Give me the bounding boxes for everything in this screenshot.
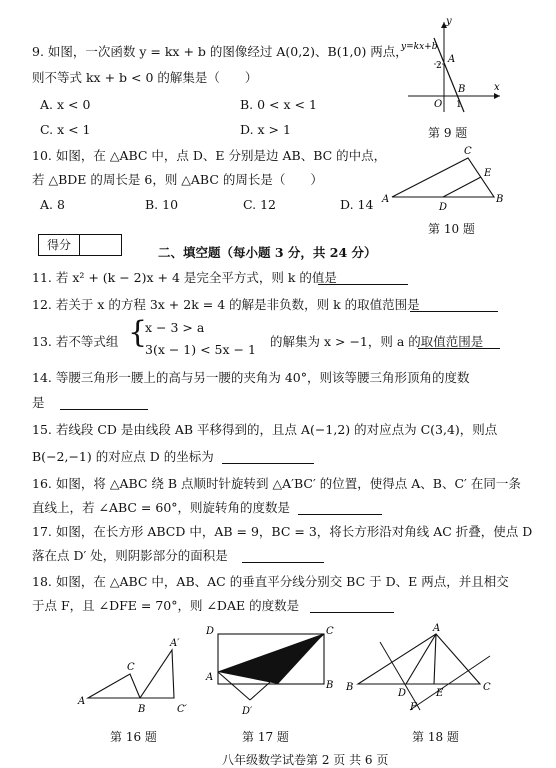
q9-figure <box>398 16 508 116</box>
q12-text: 12. 若关于 x 的方程 3x + 2k = 4 的解是非负数，则 k 的取值范围是 <box>32 297 420 312</box>
x-axis-arrow <box>494 93 500 99</box>
q14-answer-blank[interactable] <box>60 397 148 410</box>
fig17-caption: 第 17 题 <box>242 730 289 744</box>
q10-option-b[interactable]: B. 10 <box>145 197 179 212</box>
shaded-region <box>218 634 324 684</box>
segment-ae <box>434 634 436 684</box>
point-a-label: A <box>206 672 214 683</box>
point-c-label: C <box>127 662 135 673</box>
point-a2-label: A′ <box>170 638 180 649</box>
bisector-ac <box>410 656 490 710</box>
point-a-label: A <box>382 194 390 205</box>
q9-option-b[interactable]: B. 0 < x < 1 <box>240 97 317 112</box>
q12-answer-blank[interactable] <box>410 299 498 312</box>
q18-line1: 18. 如图，在 △ABC 中，AB、AC 的垂直平分线分别交 BC 于 D、E 两点，并且相交 <box>32 574 509 589</box>
q13-inequality-1: x − 3 > a <box>145 320 205 335</box>
q16-line2: 直线上，若 ∠ABC = 60°，则旋转角的度数是 <box>32 500 291 515</box>
q17-answer-blank[interactable] <box>242 550 324 563</box>
q17-line2: 落在点 D′ 处，则阴影部分的面积是 <box>32 548 228 563</box>
x-label: x <box>494 82 500 93</box>
q11-answer-blank[interactable] <box>318 272 408 285</box>
point-c-label: C <box>326 626 334 637</box>
q11-text: 11. 若 x² + (k − 2)x + 4 是完全平方式，则 k 的值是 <box>32 270 337 285</box>
q14-line2: 是 <box>32 395 45 410</box>
score-box <box>38 234 122 256</box>
fig18-figure <box>340 622 500 722</box>
tick-one-label: 1 <box>456 100 462 110</box>
section-title: 二、填空题（每小题 3 分，共 24 分） <box>158 245 377 260</box>
q9-line2: 则不等式 kx + b < 0 的解集是（ ） <box>32 70 258 85</box>
point-f-label: F <box>410 702 417 713</box>
q15-answer-blank[interactable] <box>222 451 314 464</box>
q16-line1: 16. 如图，将 △ABC 绕 B 点顺时针旋转到 △A′BC′ 的位置，使得点 A、B、C′ 在同一条 <box>32 476 521 491</box>
tick-two-label: 2 <box>436 61 442 71</box>
point-b-label: B <box>458 84 466 95</box>
q10-option-d[interactable]: D. 14 <box>340 197 374 212</box>
q9-caption: 第 9 题 <box>428 126 468 140</box>
q18-line2: 于点 F，且 ∠DFE = 70°，则 ∠DAE 的度数是 <box>32 598 300 613</box>
q10-figure <box>378 142 508 214</box>
triangle-abc <box>392 158 494 197</box>
point-c-label: C <box>464 146 472 157</box>
q10-line2: 若 △BDE 的周长是 6，则 △ABC 的周长是（ ） <box>32 172 323 187</box>
q9-option-d[interactable]: D. x > 1 <box>240 122 291 137</box>
q9-line1: 9. 如图，一次函数 y = kx + b 的图像经过 A(0,2)、B(1,0) 两点， <box>32 44 408 59</box>
q13-suffix: 的解集为 x > −1，则 a 的取值范围是 <box>270 334 484 349</box>
point-c-label: C <box>483 682 491 693</box>
triangle-a2bc2 <box>140 650 174 698</box>
q13-answer-blank[interactable] <box>418 336 500 349</box>
q9-option-a[interactable]: A. x < 0 <box>40 97 91 112</box>
origin-label: O <box>434 99 443 110</box>
point-d-label: D <box>206 626 215 637</box>
q13-brace: { <box>128 315 148 350</box>
bisector-ab <box>380 642 420 710</box>
q10-option-a[interactable]: A. 8 <box>40 197 65 212</box>
point-c2-label: C′ <box>177 704 187 715</box>
q13-inequality-2: 3(x − 1) < 5x − 1 <box>145 342 256 357</box>
q18-answer-blank[interactable] <box>310 600 394 613</box>
triangle-abc <box>88 674 140 698</box>
q10-line1: 10. 如图，在 △ABC 中，点 D、E 分别是边 AB、BC 的中点， <box>32 148 387 163</box>
fig18-caption: 第 18 题 <box>412 730 459 744</box>
q16-answer-blank[interactable] <box>298 502 382 515</box>
q15-line1: 15. 若线段 CD 是由线段 AB 平移得到的，且点 A(−1,2) 的对应点为 C(3,4)，则点 <box>32 422 498 437</box>
page-footer: 八年级数学试卷第 2 页 共 6 页 <box>222 753 389 767</box>
point-b-label: B <box>138 704 146 715</box>
point-e-label: E <box>436 688 444 699</box>
point-d-label: D <box>398 688 407 699</box>
point-a-label: A <box>448 54 456 65</box>
point-d2-label: D′ <box>242 706 253 717</box>
line-equation-label: y=kx+b <box>401 42 438 52</box>
fig16-caption: 第 16 题 <box>110 730 157 744</box>
q14-line1: 14. 等腰三角形一腰上的高与另一腰的夹角为 40°，则该等腰三角形顶角的度数 <box>32 370 470 385</box>
triangle-abc <box>358 634 480 684</box>
q10-caption: 第 10 题 <box>428 222 475 236</box>
point-a-label: A <box>78 696 86 707</box>
point-e-label: E <box>484 168 492 179</box>
q9-option-c[interactable]: C. x < 1 <box>40 122 91 137</box>
q17-line1: 17. 如图，在长方形 ABCD 中，AB = 9，BC = 3，将长方形沿对角线 AC 折叠，使点 D <box>32 524 533 539</box>
point-b-label: B <box>326 680 334 691</box>
segment-de <box>443 177 481 197</box>
point-b-label: B <box>346 682 354 693</box>
segment-ad <box>406 634 436 684</box>
q13-prefix: 13. 若不等式组 <box>32 334 119 349</box>
point-b-label: B <box>496 194 504 205</box>
q10-option-c[interactable]: C. 12 <box>243 197 276 212</box>
point-d-label: D <box>439 202 448 213</box>
fig16-figure <box>70 632 200 722</box>
y-label: y <box>446 16 452 27</box>
fig17-figure <box>198 622 348 722</box>
q15-line2: B(−2,−1) 的对应点 D 的坐标为 <box>32 449 214 464</box>
point-a-label: A <box>433 623 441 634</box>
score-label: 得分 <box>39 235 80 255</box>
